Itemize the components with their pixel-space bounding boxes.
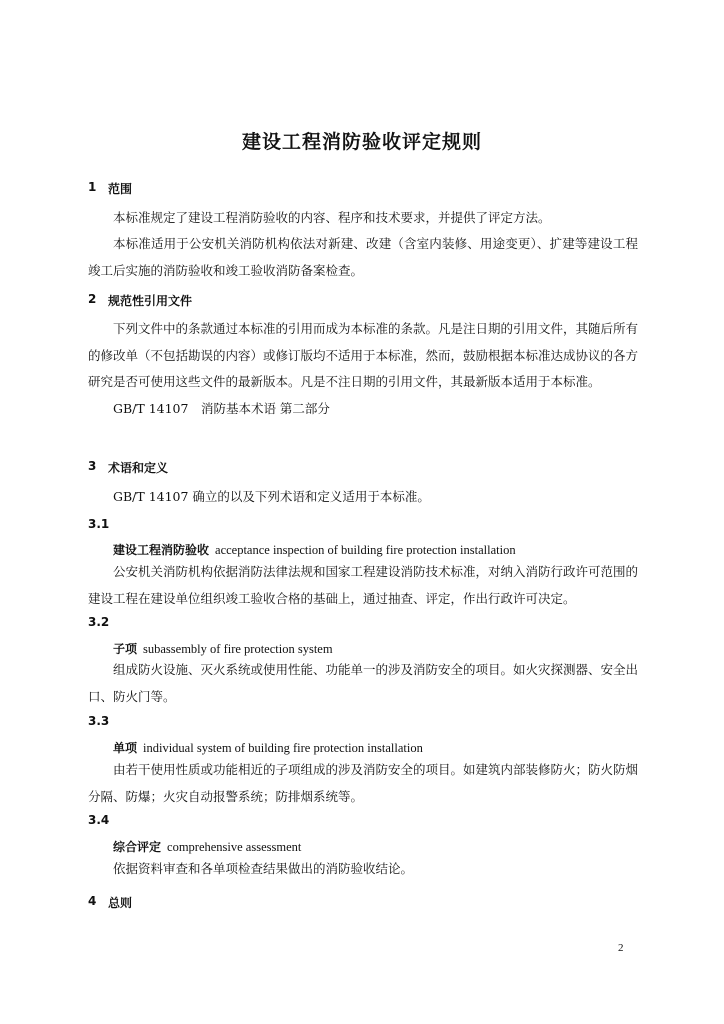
normative-reference: GB/T 14107 消防基本术语 第二部分 <box>113 401 330 416</box>
clause-3-1-number: 3.1 <box>88 517 110 531</box>
term-en: subassembly of fire protection system <box>143 642 333 656</box>
section-1-paragraph-2: 本标准适用于公安机关消防机构依法对新建、改建（含室内装修、用途变更）、扩建等建设工程竣工后实施的消防验收和竣工验收消防备案检查。 <box>88 236 638 278</box>
term-zh: 综合评定 <box>113 840 162 854</box>
section-2-heading: 规范性引用文件 <box>108 294 193 308</box>
term-en: comprehensive assessment <box>167 840 302 854</box>
clause-3-4-definition: 依据资料审查和各单项检查结果做出的消防验收结论。 <box>113 861 414 876</box>
clause-3-2-number: 3.2 <box>88 615 110 629</box>
term-en: acceptance inspection of building fire protection installation <box>215 543 516 557</box>
section-4-heading: 总则 <box>108 896 133 910</box>
clause-3-3-term <box>113 739 423 756</box>
clause-3-1-definition: 公安机关消防机构依据消防法律法规和国家工程建设消防技术标准，对纳入消防行政许可范围的建设工程在建设单位组织竣工验收合格的基础上，通过抽查、评定，作出行政许可决定。 <box>88 564 639 606</box>
clause-3-1-term <box>113 541 516 558</box>
term-en: individual system of building fire protection installation <box>143 741 423 755</box>
section-3-intro: GB/T 14107 确立的以及下列术语和定义适用于本标准。 <box>113 489 430 504</box>
term-zh: 单项 <box>113 741 138 755</box>
section-1-heading: 范围 <box>108 182 133 196</box>
section-2-paragraph: 下列文件中的条款通过本标准的引用而成为本标准的条款。凡是注日期的引用文件，其随后所有的修改单（不包括勘误的内容）或修订版均不适用于本标准，然而，鼓励根据本标准达成协议的各方研究是否可使用这些文件的最新版本。凡是不注日期的引用文件，其最新版本适用于本标准。 <box>88 321 639 389</box>
term-zh: 子项 <box>113 642 138 656</box>
clause-3-3-definition: 由若干使用性质或功能相近的子项组成的涉及消防安全的项目。如建筑内部装修防火；防火防烟分隔、防爆；火灾自动报警系统；防排烟系统等。 <box>88 762 639 804</box>
page-number: 2 <box>618 942 624 954</box>
section-4-number: 4 <box>88 894 97 908</box>
section-3-number: 3 <box>88 459 97 473</box>
section-2-number: 2 <box>88 292 97 306</box>
clause-3-2-term <box>113 640 333 657</box>
clause-3-2-definition: 组成防火设施、灭火系统或使用性能、功能单一的涉及消防安全的项目。如火灾探测器、安全出口、防火门等。 <box>88 662 639 704</box>
clause-3-4-number: 3.4 <box>88 813 110 827</box>
term-zh: 建设工程消防验收 <box>113 543 210 557</box>
document-title: 建设工程消防验收评定规则 <box>241 131 482 153</box>
section-1-paragraph-1: 本标准规定了建设工程消防验收的内容、程序和技术要求，并提供了评定方法。 <box>113 210 551 225</box>
clause-3-4-term <box>113 838 301 855</box>
section-1-number: 1 <box>88 180 97 194</box>
section-3-heading: 术语和定义 <box>108 461 169 475</box>
clause-3-3-number: 3.3 <box>88 714 110 728</box>
